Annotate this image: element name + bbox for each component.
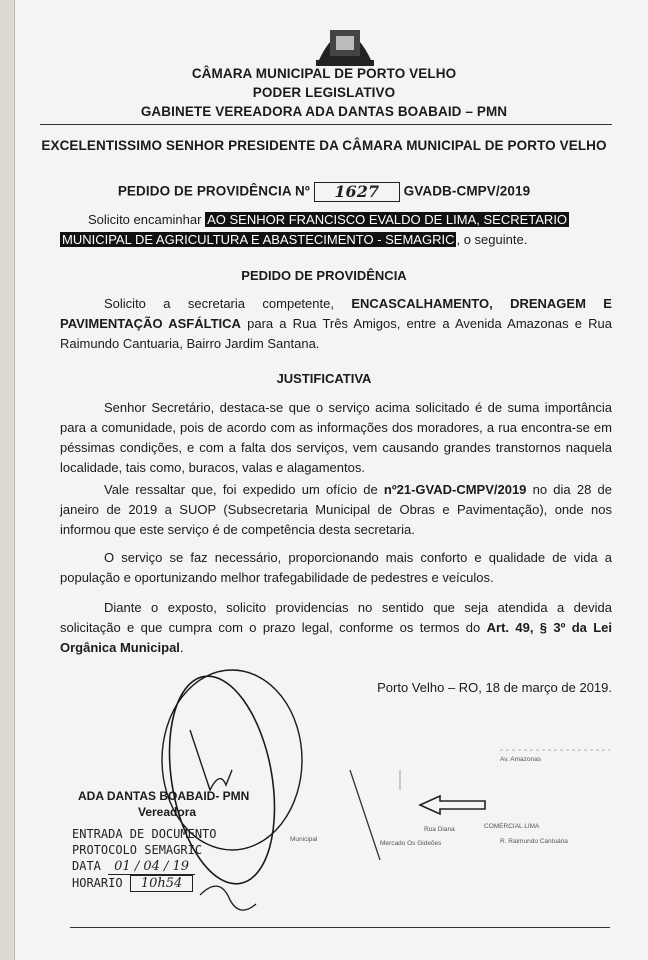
addressee-trail: , o seguinte. — [456, 232, 528, 247]
header-line-1: CÂMARA MUNICIPAL DE PORTO VELHO — [191, 66, 457, 81]
paragraph-2-a: Vale ressaltar que, foi expedido um ofício de — [104, 482, 378, 497]
addressee-block — [60, 210, 616, 250]
signer-name: ADA DANTAS BOABAID- PMN — [78, 789, 250, 803]
section-title: PEDIDO DE PROVIDÊNCIA — [241, 268, 407, 283]
map-bleed-through — [340, 730, 630, 870]
stamp-line-1: ENTRADA DE DOCUMENTO — [72, 827, 217, 841]
addressee-highlight-2: MUNICIPAL DE AGRICULTURA E ABASTECIMENTO - SEMAGRIC — [62, 232, 455, 247]
stamp-date-row — [72, 859, 195, 874]
paragraph-2 — [60, 480, 612, 540]
map-label-3: Mercado Os Gideões — [380, 840, 442, 847]
stamp-date-label: DATA — [72, 859, 101, 873]
stamp-time-row — [72, 876, 193, 891]
map-label-6: Av. Amazonas — [500, 756, 541, 763]
stamp-time-label: HORARIO — [72, 876, 123, 890]
paragraph-2-bold: nº21-GVAD-CMPV/2019 — [383, 482, 527, 497]
request-number-line — [0, 182, 648, 202]
justification-title: JUSTIFICATIVA — [276, 371, 372, 386]
salutation: EXCELENTISSIMO SENHOR PRESIDENTE DA CÂMARA MUNICIPAL DE PORTO VELHO — [41, 138, 607, 153]
map-label-4: Municipal — [290, 836, 318, 843]
signer-role: Vereadora — [138, 805, 197, 819]
header-line-3: GABINETE VEREADORA ADA DANTAS BOABAID – PMN — [140, 104, 508, 119]
map-label-5: R. Raimundo Cantuária — [500, 838, 568, 845]
date-line: Porto Velho – RO, 18 de março de 2019. — [377, 680, 612, 695]
request-number-box: 1627 — [314, 182, 400, 202]
paragraph-1: Senhor Secretário, destaca-se que o serviço acima solicitado é de suma importância para a comunidade, pois de acordo com as informações dos moradores, a rua encontra-se em péssimas condições, e com a falta dos serviços, vem causando grandes transtornos naquela localidade, tais como, buracos, valas e alagamentos. — [60, 400, 612, 475]
chamber-seal-icon — [310, 10, 380, 70]
request-body-part1: Solicito a secretaria competente, — [104, 296, 334, 311]
paragraph-4-bold: Art. 49, § 3º da Lei Orgânica Municipal — [60, 620, 612, 655]
paragraph-3: O serviço se faz necessário, proporcionando mais conforto e qualidade de vida a população e oportunizando melhor trafegabilidade de pedestres e veículos. — [60, 550, 612, 585]
stamp-date-value: 01 / 04 / 19 — [108, 859, 195, 875]
stamp-line-2: PROTOCOLO SEMAGRIC — [72, 843, 203, 857]
request-body-bold: ENCASCALHAMENTO, DRENAGEM E PAVIMENTAÇÃO ASFÁLTICA — [60, 296, 612, 331]
map-label-1: Rua Diana — [424, 826, 455, 833]
addressee-highlight-1: AO SENHOR FRANCISCO EVALDO DE LIMA, SECRETARIO — [207, 212, 568, 227]
header-line-2: PODER LEGISLATIVO — [252, 85, 396, 100]
stamp-time-value: 10h54 — [130, 875, 193, 892]
paragraph-4-b: . — [179, 640, 184, 655]
paragraph-4 — [60, 598, 612, 658]
header-divider — [40, 124, 612, 125]
paragraph-2-b: no dia 28 de janeiro de 2019 a SUOP (Subsecretaria Municipal de Obras e Pavimentação), onde nos informou que este serviço é de competência desta secretaria. — [60, 482, 612, 537]
paragraph-4-a: Diante o exposto, solicito providencias no sentido que seja atendida a devida solicitação e que cumpra com o prazo legal, conforme os termos do — [60, 600, 612, 635]
request-prefix: PEDIDO DE PROVIDÊNCIA Nº — [117, 183, 310, 199]
request-body-part2: para a Rua Três Amigos, entre a Avenida Amazonas e Rua Raimundo Cantuaria, Bairro Jardim Santana. — [60, 316, 612, 351]
request-body — [60, 294, 612, 354]
map-label-2: COMERCIAL LIMA — [484, 823, 540, 830]
request-suffix: GVADB-CMPV/2019 — [403, 183, 531, 199]
arrow-left-icon — [420, 796, 485, 814]
addressee-lead: Solicito encaminhar — [88, 212, 202, 227]
footer-divider — [70, 927, 610, 928]
